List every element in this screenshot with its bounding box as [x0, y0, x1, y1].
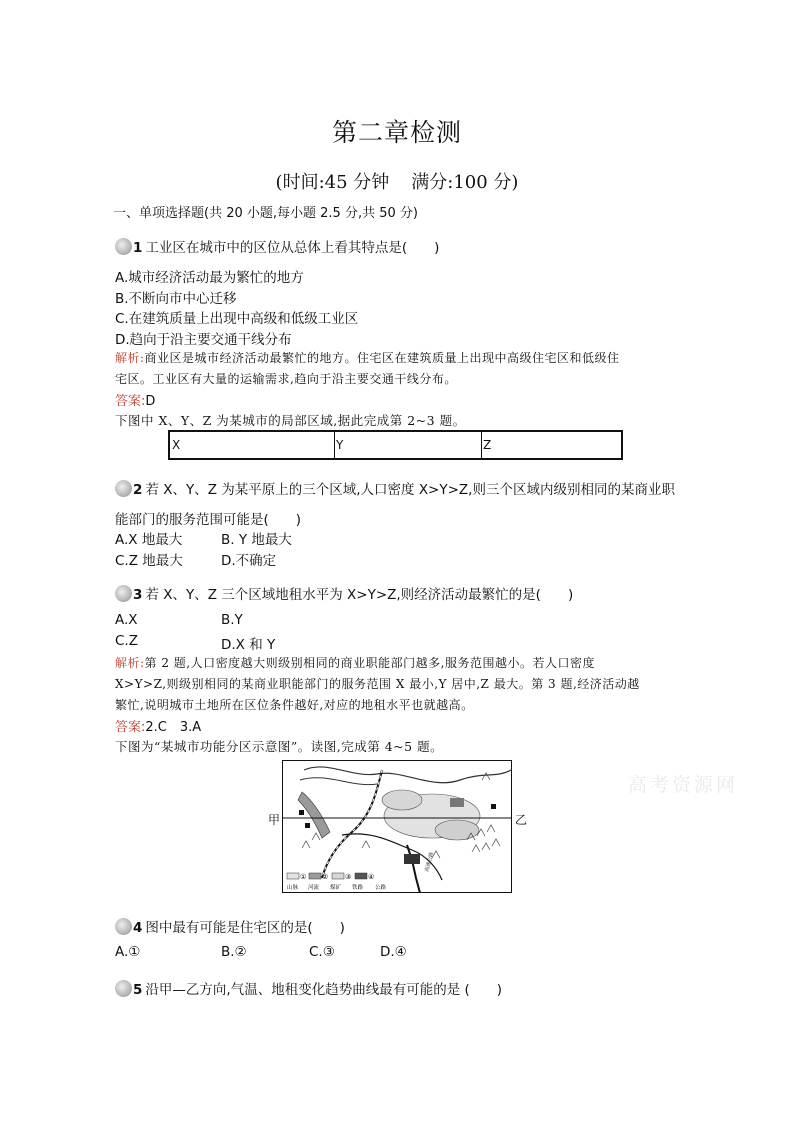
legend-swatch-4 — [355, 873, 367, 879]
question-number: 3 — [133, 587, 143, 603]
xyz-strip-figure — [168, 430, 623, 460]
map-label-yi: 乙 — [515, 813, 528, 827]
exam-info — [0, 168, 794, 194]
page-title: 第二章检测 — [331, 118, 462, 147]
q1-option-d: D.趋向于沿主要交通干线分布 — [115, 332, 292, 348]
question-number: 2 — [133, 482, 143, 498]
legend-label-river: 河流 — [308, 885, 320, 891]
q3-option-b: B.Y — [221, 612, 243, 628]
answer-value: D — [145, 394, 156, 409]
legend-label-1: ① — [300, 873, 307, 881]
question-2-line-2: 能部门的服务范围可能是( ) — [115, 512, 302, 528]
question-text: 若 X、Y、Z 为某平原上的三个区域,人口密度 X>Y>Z,则三个区域内级别相同的某商业职 — [145, 482, 675, 498]
q3-option-a: A.X — [115, 612, 138, 628]
section-heading: 一、单项选择题(共 20 小题,每小题 2.5 分,共 50 分) — [113, 206, 418, 221]
legend-swatch-3 — [332, 873, 344, 879]
question-bullet-icon — [115, 585, 132, 602]
question-number: 5 — [133, 982, 143, 998]
question-text: 工业区在城市中的区位从总体上看其特点是( ) — [145, 240, 440, 256]
map-label-jia: 甲 — [268, 813, 281, 827]
explanation-label: 解析: — [115, 656, 145, 670]
question-number: 4 — [133, 920, 143, 936]
q4-option-b: B.② — [221, 944, 247, 960]
legend-label-mountain: 山脉 — [287, 885, 299, 891]
q1-option-c: C.在建筑质量上出现中高级和低级工业区 — [115, 311, 359, 327]
explanation-label: 解析: — [115, 351, 145, 365]
question-bullet-icon — [115, 238, 132, 255]
legend-swatch-1 — [287, 873, 299, 879]
explanation-line: 商业区是城市经济活动最繁忙的地方。住宅区在建筑质量上出现中高级住宅区和低级住 — [144, 351, 620, 365]
city-function-zone-map — [282, 760, 512, 893]
intro-4-5: 下图为“某城市功能分区示意图”。读图,完成第 4~5 题。 — [115, 739, 444, 754]
q4-option-a: A.① — [115, 944, 141, 960]
zone-4-highway — [404, 854, 420, 864]
q2-option-c: C.Z 地最大 — [115, 553, 183, 569]
zone-3-area — [382, 790, 422, 810]
zone-1-area-2 — [435, 820, 479, 840]
exam-score: 满分:100 分) — [411, 172, 519, 193]
legend-label-railway: 铁路 — [352, 885, 364, 891]
q2-option-d: D.不确定 — [221, 553, 277, 569]
q2-3-answer — [115, 716, 201, 735]
question-bullet-icon — [115, 918, 132, 935]
coal-mine-marker — [305, 823, 310, 828]
exam-time: (时间:45 分钟 — [275, 172, 390, 193]
highway-label: 高速公路 — [424, 851, 436, 873]
legend-label-4: ④ — [368, 873, 375, 881]
answer-label: 答案: — [115, 394, 146, 409]
zone-4-area — [450, 798, 464, 807]
question-number: 1 — [133, 240, 143, 256]
strip-cell-y: Y — [334, 432, 482, 458]
q3-option-c: C.Z — [115, 633, 138, 649]
legend-label-2: ② — [322, 873, 329, 881]
q4-option-c: C.③ — [309, 944, 335, 960]
question-2 — [115, 478, 675, 498]
legend-label-road: 公路 — [375, 885, 387, 891]
question-bullet-icon — [115, 480, 132, 497]
question-text: 沿甲—乙方向,气温、地租变化趋势曲线最有可能的是 ( ) — [145, 982, 503, 998]
question-5 — [115, 978, 502, 998]
q2-3-explanation-line-2: X>Y>Z,则级别相同的某商业职能部门的服务范围 X 最小,Y 居中,Z 最大。第 3 题,经济活动越 — [115, 677, 640, 691]
q1-option-b: B.不断向市中心迁移 — [115, 291, 237, 307]
question-1 — [115, 236, 439, 256]
q1-answer — [115, 390, 155, 409]
strip-cell-x: X — [170, 432, 335, 458]
q2-option-a: A.X 地最大 — [115, 532, 183, 548]
answer-label: 答案: — [115, 720, 146, 735]
q2-3-explanation-line-3: 繁忙,说明城市土地所在区位条件越好,对应的地租水平也就越高。 — [115, 698, 474, 712]
q2-3-explanation — [115, 654, 595, 671]
question-bullet-icon — [115, 980, 132, 997]
question-text: 若 X、Y、Z 三个区域地租水平为 X>Y>Z,则经济活动最繁忙的是( ) — [145, 587, 574, 603]
coal-mine-marker — [491, 804, 496, 809]
q4-option-d: D.④ — [380, 944, 407, 960]
answer-value: 2.C 3.A — [145, 720, 202, 735]
legend-label-3: ③ — [345, 873, 352, 881]
q2-option-b: B. Y 地最大 — [221, 532, 292, 548]
question-4 — [115, 916, 345, 936]
legend-label-coal: 煤矿 — [330, 885, 342, 891]
explanation-line: 第 2 题,人口密度越大则级别相同的商业职能部门越多,服务范围越小。若人口密度 — [144, 656, 595, 670]
watermark: 高考资源网 — [628, 774, 739, 796]
question-text: 图中最有可能是住宅区的是( ) — [145, 920, 345, 936]
strip-cell-z: Z — [483, 438, 492, 452]
q1-option-a: A.城市经济活动最为繁忙的地方 — [115, 270, 304, 286]
q1-explanation-line-2: 宅区。工业区有大量的运输需求,趋向于沿主要交通干线分布。 — [115, 372, 457, 386]
legend-swatch-2 — [309, 873, 321, 879]
q3-option-d: D.X 和 Y — [221, 637, 276, 653]
q1-explanation — [115, 349, 620, 366]
question-3 — [115, 583, 573, 603]
intro-2-3: 下图中 X、Y、Z 为某城市的局部区域,据此完成第 2~3 题。 — [115, 413, 466, 428]
coal-mine-marker — [299, 810, 304, 815]
